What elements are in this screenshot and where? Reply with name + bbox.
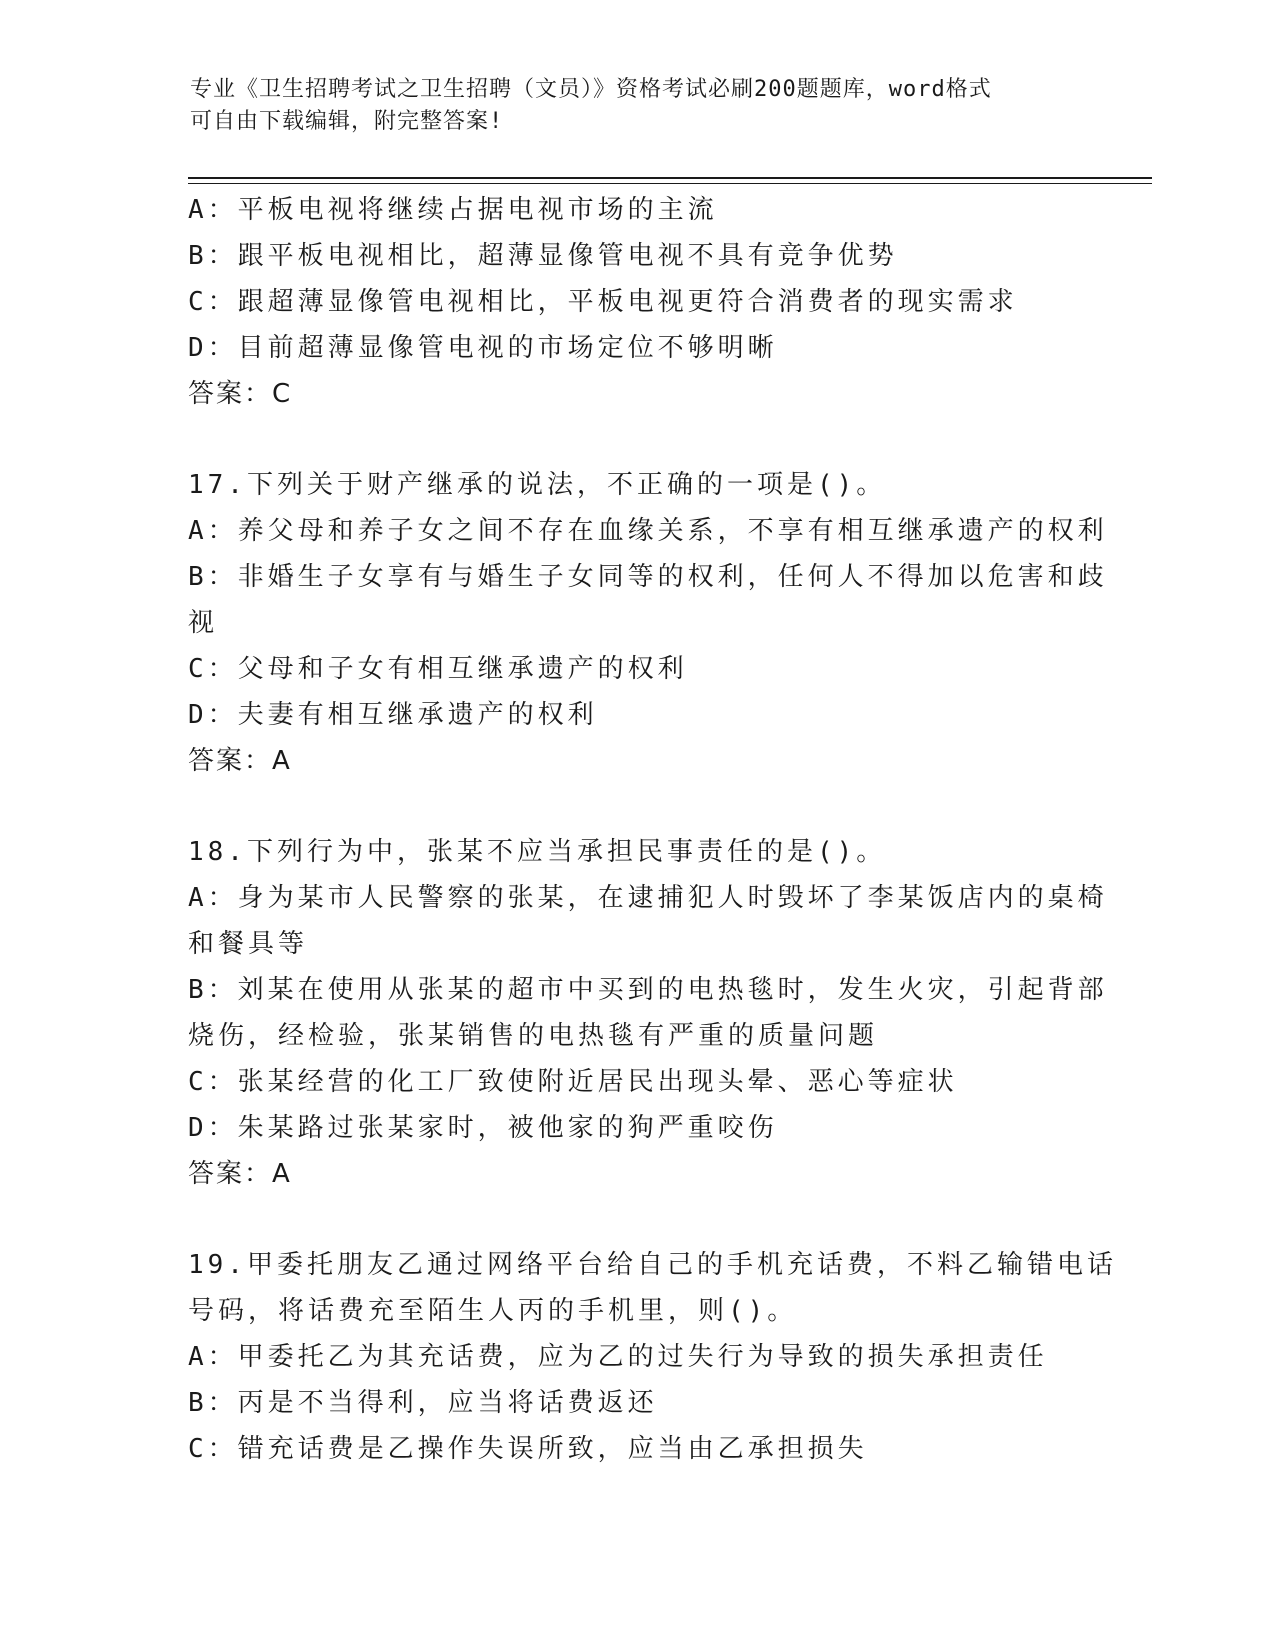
q17-answer: 答案：A	[188, 746, 292, 776]
q16-option-b: B：跟平板电视相比，超薄显像管电视不具有竞争优势	[188, 241, 898, 271]
header-title-line-2: 可自由下载编辑，附完整答案!	[190, 109, 504, 134]
header-title-line-1: 专业《卫生招聘考试之卫生招聘（文员）》资格考试必刷200题题库，word格式	[190, 77, 992, 102]
q18-stem: 18.下列行为中，张某不应当承担民事责任的是()。	[188, 837, 887, 867]
header-divider-thin	[188, 183, 1152, 184]
q19-option-c: C：错充话费是乙操作失误所致，应当由乙承担损失	[188, 1434, 868, 1464]
q19-stem-line-1: 19.甲委托朋友乙通过网络平台给自己的手机充话费，不料乙输错电话	[188, 1250, 1117, 1280]
q18-option-b-line-1: B：刘某在使用从张某的超市中买到的电热毯时，发生火灾，引起背部	[188, 975, 1108, 1005]
question-17-block	[188, 462, 1108, 784]
q19-option-a: A：甲委托乙为其充话费，应为乙的过失行为导致的损失承担责任	[188, 1342, 1048, 1372]
q18-answer: 答案：A	[188, 1159, 292, 1189]
header-divider-thick	[188, 177, 1152, 179]
q17-option-a: A：养父母和养子女之间不存在血缘关系，不享有相互继承遗产的权利	[188, 516, 1108, 546]
question-18-block	[188, 829, 1108, 1197]
q18-option-d: D：朱某路过张某家时，被他家的狗严重咬伤	[188, 1113, 778, 1143]
question-16-block	[188, 187, 1088, 417]
q16-option-c: C：跟超薄显像管电视相比，平板电视更符合消费者的现实需求	[188, 287, 1018, 317]
question-gap	[188, 417, 1088, 462]
q19-stem-line-2: 号码，将话费充至陌生人丙的手机里，则()。	[188, 1296, 798, 1326]
q18-option-c: C：张某经营的化工厂致使附近居民出现头晕、恶心等症状	[188, 1067, 958, 1097]
q16-answer: 答案：C	[188, 379, 293, 409]
q19-option-b: B：丙是不当得利，应当将话费返还	[188, 1388, 658, 1418]
document-header	[190, 74, 1090, 138]
q17-option-b-line-1: B：非婚生子女享有与婚生子女同等的权利，任何人不得加以危害和歧	[188, 562, 1108, 592]
question-19-block	[188, 1242, 1117, 1472]
q17-option-d: D：夫妻有相互继承遗产的权利	[188, 700, 598, 730]
q18-option-a-line-2: 和餐具等	[188, 929, 309, 959]
question-gap	[188, 1197, 1088, 1242]
question-list	[188, 187, 1117, 1472]
q17-stem: 17.下列关于财产继承的说法，不正确的一项是()。	[188, 470, 887, 500]
q18-option-b-line-2: 烧伤，经检验，张某销售的电热毯有严重的质量问题	[188, 1021, 879, 1051]
q17-option-b-line-2: 视	[188, 608, 219, 638]
question-gap	[188, 784, 1088, 829]
q16-option-a: A：平板电视将继续占据电视市场的主流	[188, 195, 718, 225]
q16-option-d: D：目前超薄显像管电视的市场定位不够明晰	[188, 333, 778, 363]
q18-option-a-line-1: A：身为某市人民警察的张某，在逮捕犯人时毁坏了李某饭店内的桌椅	[188, 883, 1108, 913]
q17-option-c: C：父母和子女有相互继承遗产的权利	[188, 654, 688, 684]
